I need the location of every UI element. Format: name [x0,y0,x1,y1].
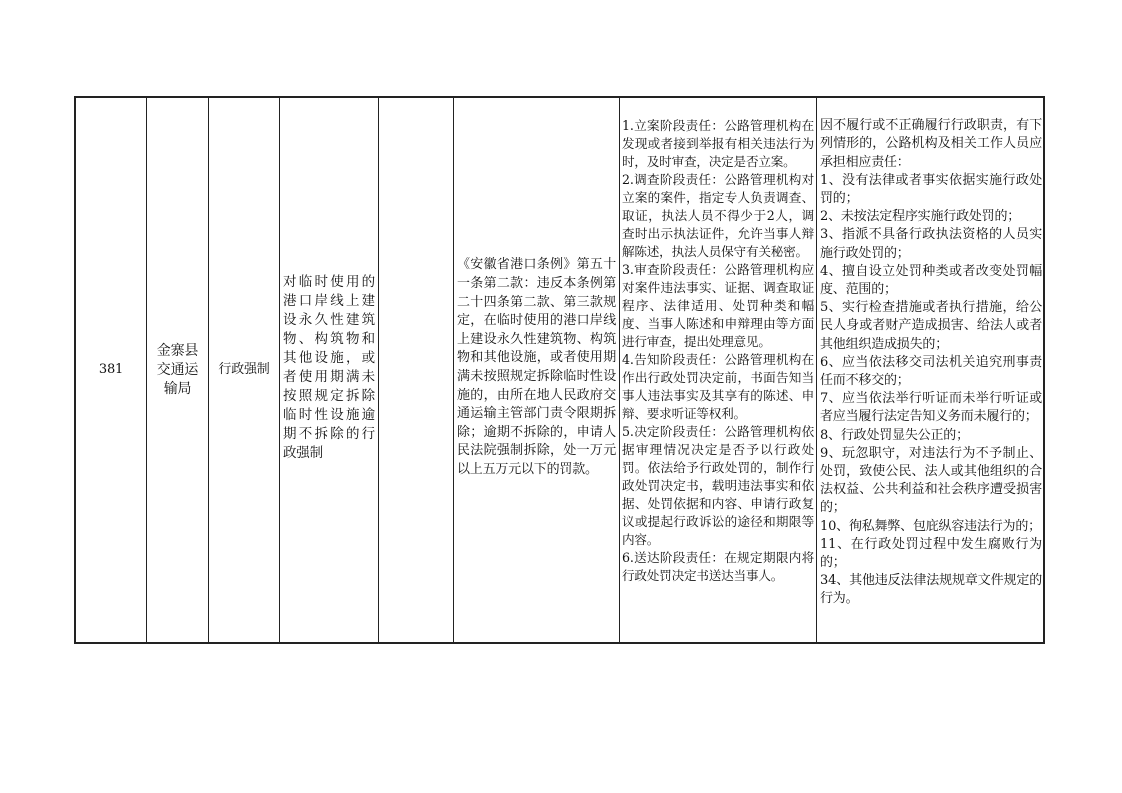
department-cell [147,98,208,642]
responsibilities-text: 1.立案阶段责任：公路管理机构在发现或者接到举报有相关违法行为时，及时审查，决定是否立案。 2.调查阶段责任：公路管理机构对立案的案件，指定专人负责调查、取证，执法人员不得少于2人，调查时出示执法证件，允许当事人辩解陈述，执法人员保守有关秘密。 3.审查阶段责任：公路管理机构应对案件违法事实、证据、调查取证程序、法律适用、处罚种类和幅度、当事人陈述和申辩理由等方面进行审查，提出处理意见。 4.告知阶段责任：公路管理机构在作出行政处罚决定前，书面告知当事人违法事实及其享有的陈述、申辩、要求听证等权利。 5.决定阶段责任：公路管理机构依据审理情况决定是否予以行政处罚。依法给予行政处罚的，制作行政处罚决定书，载明违法事实和依据、处罚依据和内容、申请行政复议或提起行政诉讼的途径和期限等内容。 6.送达阶段责任：在规定期限内将行政处罚决定书送达当事人。 [622,118,814,583]
basis-cell [454,98,619,642]
legal-basis: 《安徽省港口条例》第五十一条第二款：违反本条例第二十四条第二款、第三款规定，在临时使用的港口岸线上建设永久性建筑物、构筑物和其他设施，或者使用期满未按照规定拆除临时性设施的，由所在地人民政府交通运输主管部门责令限期拆除；逾期不拆除的，申请人民法院强制拆除，处一万元以上五万元以下的罚款。 [457,257,616,477]
item-name: 对临时使用的港口岸线上建设永久性建筑物、构筑物和其他设施，或者使用期满未按照规定拆除临时性设施逾期不拆除的行政强制 [283,273,375,461]
category-cell [209,98,279,642]
data-table [74,96,1045,644]
subitem-cell [379,98,453,642]
row-number-cell [76,98,146,642]
item-name-cell [280,98,378,642]
row-number: 381 [98,361,124,377]
category-label: 行政强制 [218,361,270,377]
accountability-cell [817,98,1045,642]
responsibilities-cell [620,98,816,642]
department-name: 金寨县交通运输局 [156,342,199,397]
accountability-text: 因不履行或不正确履行行政职责，有下列情形的，公路机构及相关工作人员应承担相应责任： 1、没有法律或者事实依据实施行政处罚的； 2、未按法定程序实施行政处罚的； 3、指派不具备行政执法资格的人员实施行政处罚的； 4、擅自设立处罚种类或者改变处罚幅度、范围的； 5、实行检查措施或者执行措施，给公民人身或者财产造成损害、给法人或者其他组织造成损失的； 6、应当依法移交司法机关追究刑事责任而不移交的； 7、应当依法举行听证而未举行听证或者应当履行法定告知义务而未履行的； 8、行政处罚显失公正的； 9、玩忽职守，对违法行为不予制止、处罚，致使公民、法人或其他组织的合法权益、公共利益和社会秩序遭受损害的； 10、徇私舞弊、包庇纵容违法行为的； 11、在行政处罚过程中发生腐败行为的； 34、其他违反法律法规规章文件规定的行为。 [820,118,1042,607]
